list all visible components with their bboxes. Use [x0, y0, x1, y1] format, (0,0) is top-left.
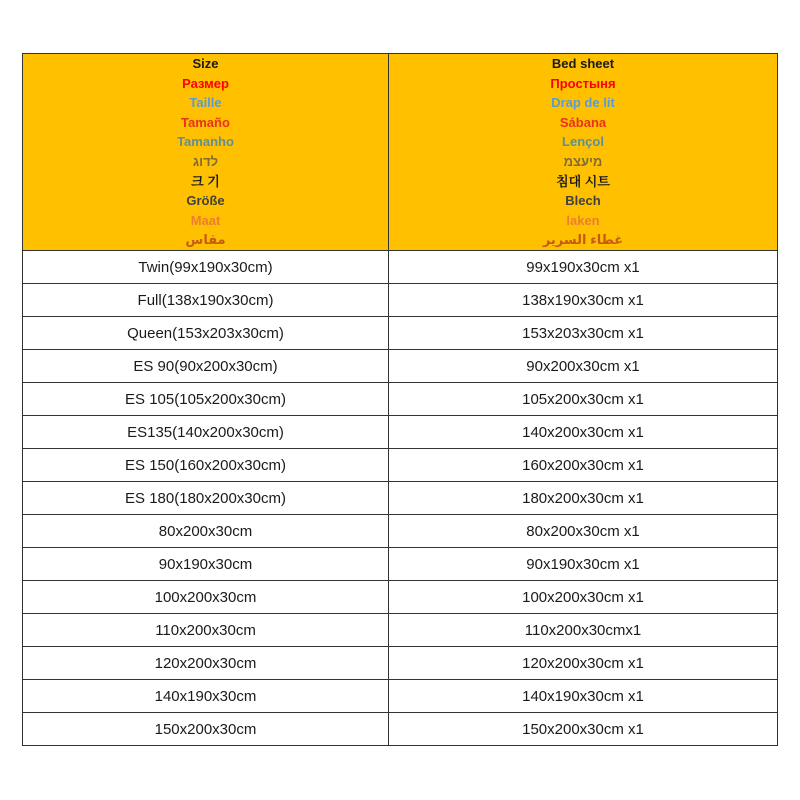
sheet-cell: 153x203x30cm x1: [389, 317, 778, 350]
size-label-es: Tamaño: [181, 114, 230, 130]
sheet-label-ar: غطاء السرير: [542, 232, 624, 248]
sheet-cell: 140x200x30cm x1: [389, 416, 778, 449]
sheet-cell: 160x200x30cm x1: [389, 449, 778, 482]
size-header-cell: [23, 54, 389, 251]
size-label-ko: 크 기: [191, 173, 220, 189]
sheet-cell: 90x190x30cm x1: [389, 548, 778, 581]
size-cell: ES 150(160x200x30cm): [23, 449, 389, 482]
size-label-nl: Maat: [190, 212, 221, 228]
size-chart-table: [22, 53, 778, 746]
size-cell: 100x200x30cm: [23, 581, 389, 614]
size-label-pt: Tamanho: [177, 134, 234, 150]
sheet-header-cell: [389, 54, 778, 251]
size-cell: Full(138x190x30cm): [23, 284, 389, 317]
sheet-label-nl: laken: [566, 212, 600, 228]
sheet-cell: 138x190x30cm x1: [389, 284, 778, 317]
sheet-cell: 90x200x30cm x1: [389, 350, 778, 383]
sheet-cell: 105x200x30cm x1: [389, 383, 778, 416]
table-row: [23, 614, 778, 647]
size-cell: Queen(153x203x30cm): [23, 317, 389, 350]
size-cell: 140x190x30cm: [23, 680, 389, 713]
size-cell: ES 105(105x200x30cm): [23, 383, 389, 416]
size-label-he: לדוג: [192, 154, 219, 169]
table-row: [23, 317, 778, 350]
size-chart-body: [23, 54, 778, 746]
size-label-en: Size: [192, 56, 219, 72]
sheet-label-es: Sábana: [559, 114, 607, 130]
size-label-fr: Taille: [189, 95, 222, 111]
size-cell: 110x200x30cm: [23, 614, 389, 647]
sheet-cell: 100x200x30cm x1: [389, 581, 778, 614]
sheet-label-en: Bed sheet: [551, 56, 615, 72]
size-cell: ES 180(180x200x30cm): [23, 482, 389, 515]
table-row: [23, 350, 778, 383]
table-row: [23, 416, 778, 449]
size-label-ru: Размер: [182, 75, 229, 91]
size-label-de: Größe: [186, 193, 225, 209]
header-row: [23, 54, 778, 251]
size-cell: 150x200x30cm: [23, 713, 389, 746]
sheet-cell: 80x200x30cm x1: [389, 515, 778, 548]
table-row: [23, 581, 778, 614]
sheet-label-pt: Lençol: [562, 134, 604, 150]
sheet-label-fr: Drap de lit: [551, 95, 615, 111]
table-row: [23, 449, 778, 482]
size-cell: 80x200x30cm: [23, 515, 389, 548]
size-cell: Twin(99x190x30cm): [23, 251, 389, 284]
sheet-label-ko: 침대 시트: [556, 173, 610, 189]
table-row: [23, 713, 778, 746]
table-row: [23, 548, 778, 581]
table-row: [23, 383, 778, 416]
table-row: [23, 647, 778, 680]
sheet-label-he: מיעצמ: [563, 154, 603, 169]
sheet-cell: 150x200x30cm x1: [389, 713, 778, 746]
size-cell: 120x200x30cm: [23, 647, 389, 680]
sheet-cell: 120x200x30cm x1: [389, 647, 778, 680]
sheet-cell: 110x200x30cmx1: [389, 614, 778, 647]
table-row: [23, 515, 778, 548]
sheet-label-ru: Простыня: [550, 75, 616, 91]
sheet-cell: 99x190x30cm x1: [389, 251, 778, 284]
size-cell: ES135(140x200x30cm): [23, 416, 389, 449]
size-cell: ES 90(90x200x30cm): [23, 350, 389, 383]
size-label-ar: مقاس: [185, 232, 226, 248]
table-row: [23, 284, 778, 317]
sheet-cell: 140x190x30cm x1: [389, 680, 778, 713]
sheet-label-de: Blech: [565, 193, 601, 209]
table-row: [23, 251, 778, 284]
size-cell: 90x190x30cm: [23, 548, 389, 581]
table-row: [23, 680, 778, 713]
table-row: [23, 482, 778, 515]
sheet-cell: 180x200x30cm x1: [389, 482, 778, 515]
